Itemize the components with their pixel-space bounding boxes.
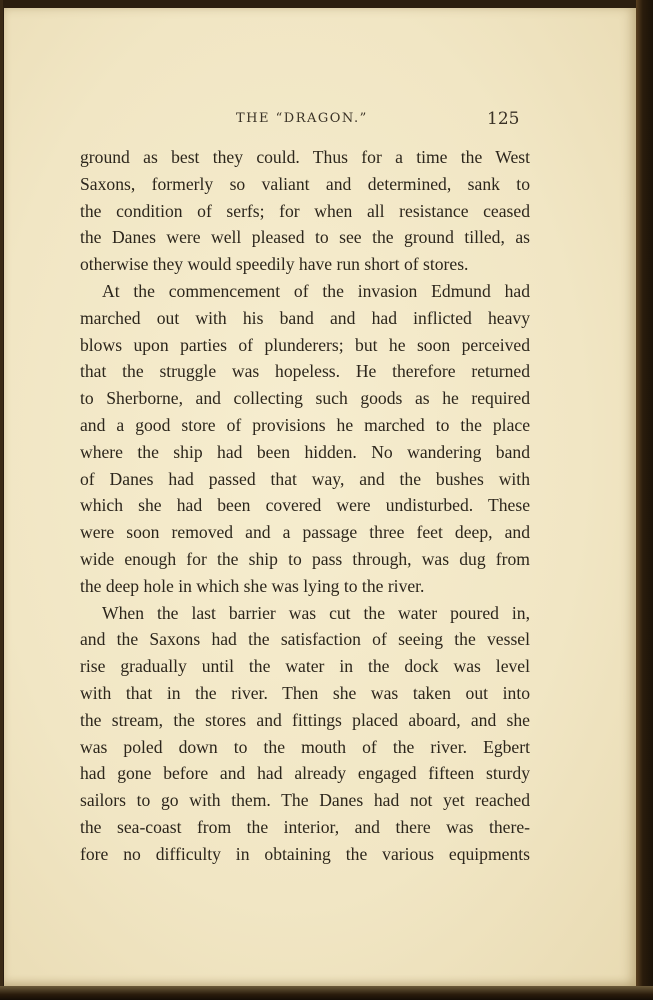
text-line: marched out with his band and had inflicted heavy — [80, 307, 530, 328]
text-line: of Danes had passed that way, and the bushes with — [80, 468, 530, 489]
text-line: the sea-coast from the interior, and there was there- — [80, 816, 530, 837]
book-page — [4, 8, 636, 986]
text-line: blows upon parties of plunderers; but he soon perceived — [80, 334, 530, 355]
text-line: wide enough for the ship to pass through, was dug from — [80, 548, 530, 569]
text-line: where the ship had been hidden. No wandering band — [80, 441, 530, 462]
text-line: that the struggle was hopeless. He therefore returned — [80, 361, 530, 382]
text-line: When the last barrier was cut the water poured in, — [102, 602, 530, 623]
text-line: which she had been covered were undisturbed. These — [80, 495, 530, 516]
text-line: rise gradually until the water in the dock was level — [80, 656, 530, 677]
page-number: 125 — [487, 109, 520, 129]
text-line: to Sherborne, and collecting such goods as he required — [80, 388, 530, 409]
text-line: was poled down to the mouth of the river. Egbert — [80, 736, 530, 757]
text-line: At the commencement of the invasion Edmund had — [102, 280, 530, 301]
text-line: with that in the river. Then she was taken out into — [80, 682, 530, 703]
text-line: were soon removed and a passage three feet deep, and — [80, 522, 530, 543]
page-edge-bottom — [0, 986, 653, 1000]
text-line: the condition of serfs; for when all resistance ceased — [80, 200, 530, 221]
text-line: the stream, the stores and fittings placed aboard, and she — [80, 709, 530, 730]
text-line: ground as best they could. Thus for a time the West — [80, 147, 530, 167]
running-head: THE “DRAGON.” — [236, 111, 368, 126]
text-line: and a good store of provisions he marched to the place — [80, 414, 530, 435]
text-line: the deep hole in which she was lying to the river. — [80, 575, 425, 596]
text-line: sailors to go with them. The Danes had not yet reached — [80, 790, 530, 811]
text-line: the Danes were well pleased to see the ground tilled, as — [80, 227, 530, 248]
body-text — [80, 144, 530, 868]
text-line: had gone before and had already engaged fifteen sturdy — [80, 763, 530, 784]
text-line: otherwise they would speedily have run short of stores. — [80, 254, 469, 275]
page-header — [4, 111, 636, 135]
text-line: fore no difficulty in obtaining the various equipments — [80, 843, 530, 864]
text-line: and the Saxons had the satisfaction of seeing the vessel — [80, 629, 530, 650]
text-line: Saxons, formerly so valiant and determined, sank to — [80, 173, 530, 194]
page-edge-right — [636, 0, 653, 1000]
